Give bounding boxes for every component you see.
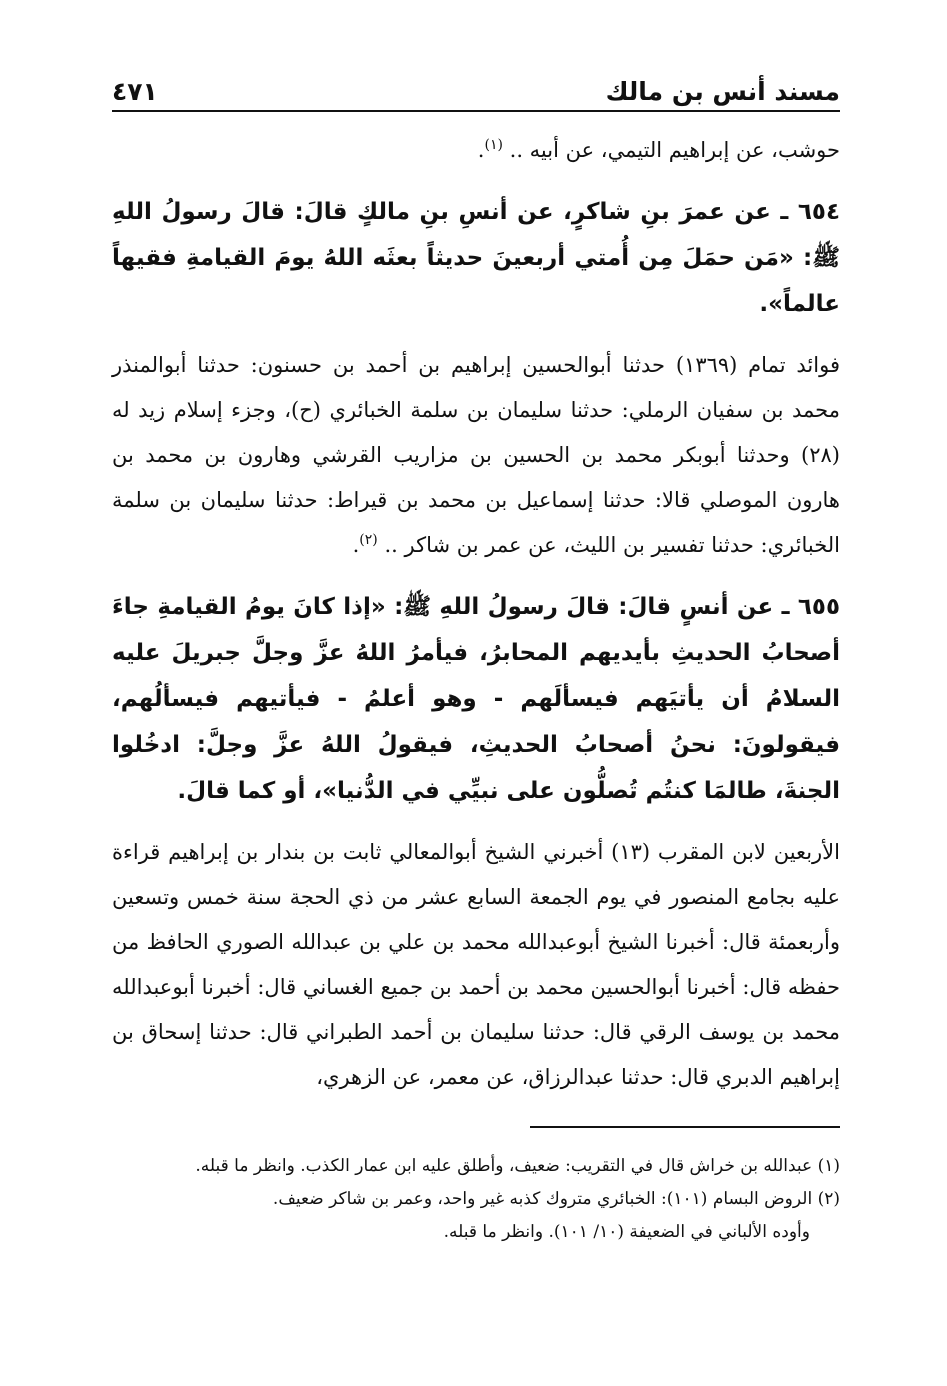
paragraph-continuation: حوشب، عن إبراهيم التيمي، عن أبيه .. $^{(١)}$. <box>477 137 840 162</box>
page-number: ٤٧١ <box>112 77 158 106</box>
takhrij-655: الأربعين لابن المقرب (١٣) أخبرني الشيخ أبوالمعالي ثابت بن بندار بن إبراهيم قراءة عليه بجامع المنصور في يوم الجمعة السابع عشر من ذي الحجة سنة خمس وتسعين وأربعمئة قال: أخبرنا الشيخ أبوعبدالله محمد بن علي بن عبدالله الصوري الحافظ من حفظه قال: أخبرنا أبوالحسين محمد بن أحمد بن جميع الغساني قال: أخبرنا أبوعبدالله محمد بن يوسف الرقي قال: حدثنا سليمان بن أحمد الطبراني قال: حدثنا إسحاق بن إبراهيم الدبري قال: حدثنا عبدالرزاق، عن معمر، عن الزهري، <box>112 840 841 1089</box>
footnote-1: (١) عبدالله بن خراش قال في التقريب: ضعيف، وأطلق عليه ابن عمار الكذب. وانظر ما قبله. <box>195 1156 840 1176</box>
footnote-ref-1: (١) <box>484 137 503 153</box>
footnote-divider <box>530 1126 840 1128</box>
page-header <box>112 64 840 112</box>
takhrij-654: فوائد تمام (١٣٦٩) حدثنا أبوالحسين إبراهيم بن أحمد بن حسنون: حدثنا أبوالمنذر محمد بن سفيان الرملي: حدثنا سليمان بن سلمة الخبائري (ح)، وجزء إسلام زيد له (٢٨) وحدثنا أبوبكر محمد بن الحسين بن مزاريب القرشي وهارون بن محمد بن هارون الموصلي قالا: حدثنا إسماعيل بن محمد بن قيراط: حدثنا سليمان بن سلمة الخبائري: حدثنا تفسير بن الليث، عن عمر بن شاكر .. $^{(٢)}$. <box>112 353 840 557</box>
footnotes <box>112 1150 840 1249</box>
hadith-654 <box>112 189 840 327</box>
footnote-2: (٢) الروض البسام (١٠١): الخبائري متروك كذبه غير واحد، وعمر بن شاكر ضعيف. <box>272 1189 840 1209</box>
running-title: مسند أنس بن مالك <box>605 77 840 106</box>
footnote-ref-2: (٢) <box>359 532 378 548</box>
hadith-655 <box>112 584 840 814</box>
hadith-text: ـ عن أنسٍ قالَ: قالَ رسولُ اللهِ ﷺ: «إذا كانَ يومُ القيامةِ جاءَ أصحابُ الحديثِ بأيديهم المحابرُ، فيأمرُ اللهُ عزَّ وجلَّ جبريلَ عليه السلامُ أن يأتيَهم فيسألَهم - وهو أعلمُ - فيأتيهم فيسألُهم، فيقولونَ: نحنُ أصحابُ الحديثِ، فيقولُ اللهُ عزَّ وجلَّ: ادخُلوا الجنةَ، طالمَا كنتُم تُصلُّون على نبيِّي في الدُّنيا»، أو كما قالَ. <box>112 594 840 804</box>
footnote-2-continued: وأوده الألباني في الضعيفة (١٠/ ١٠١). وانظر ما قبله. <box>443 1222 810 1242</box>
main-text <box>112 128 840 1116</box>
hadith-number: ٦٥٤ <box>797 199 840 225</box>
hadith-number: ٦٥٥ <box>797 594 840 620</box>
hadith-text: ـ عن عمرَ بنِ شاكرٍ، عن أنسِ بنِ مالكٍ قالَ: قالَ رسولُ اللهِ ﷺ: «مَن حمَلَ مِن أُمتي أربعينَ حديثاً بعثَه اللهُ يومَ القيامةِ فقيهاً عالماً». <box>112 199 840 317</box>
